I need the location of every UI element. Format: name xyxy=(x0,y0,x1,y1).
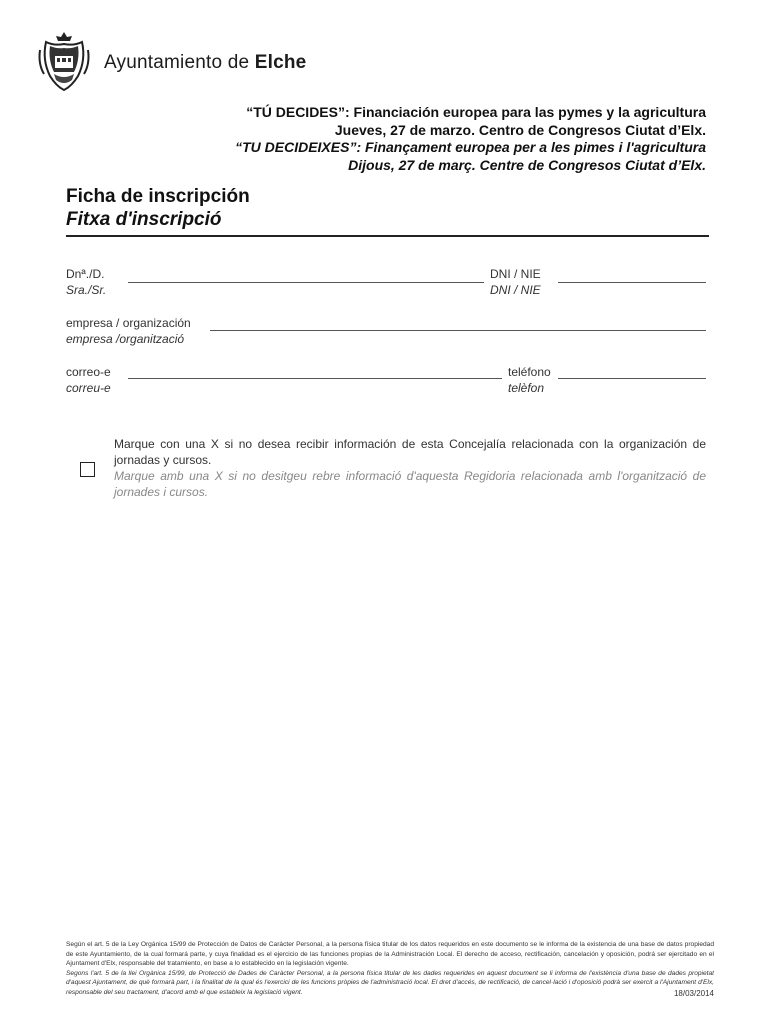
event-header xyxy=(235,104,706,174)
dni-label-es: DNI / NIE xyxy=(490,267,541,281)
email-label-es: correo-e xyxy=(66,365,111,379)
dni-label xyxy=(490,266,541,298)
phone-label-es: teléfono xyxy=(508,365,551,379)
org-name-prefix: Ayuntamiento de xyxy=(104,52,250,73)
organization-name xyxy=(104,52,306,74)
document-date: 18/03/2014 xyxy=(673,989,714,998)
phone-field[interactable] xyxy=(558,378,706,379)
email-label-ca: correu-e xyxy=(66,381,111,395)
event-title-ca: “TU DECIDEIXES”: Finançament europea per a les pimes i l'agricultura xyxy=(235,139,706,155)
email-label xyxy=(66,364,111,396)
company-label xyxy=(66,315,191,347)
event-date-es: Jueves, 27 de marzo. Centro de Congresos Ciutat d’Elx. xyxy=(334,121,706,138)
phone-label-ca: telèfon xyxy=(508,381,545,395)
title-divider xyxy=(66,235,709,237)
coat-of-arms-icon xyxy=(36,30,92,94)
legal-notice xyxy=(66,940,714,998)
name-label xyxy=(66,266,106,298)
dni-field[interactable] xyxy=(558,282,706,283)
name-label-es: Dnª./D. xyxy=(66,267,105,281)
event-date-ca: Dijous, 27 de març. Centre de Congresos Ciutat d’Elx. xyxy=(348,156,706,173)
form-title-es: Ficha de inscripción xyxy=(66,186,250,207)
opt-out-notice xyxy=(114,436,706,500)
company-field[interactable] xyxy=(210,330,706,331)
name-label-ca: Sra./Sr. xyxy=(66,283,107,297)
org-name-city: Elche xyxy=(254,52,307,73)
opt-out-text-ca: Marque amb una X si no desitgeu rebre informació d'aquesta Regidoria relacionada amb l'organització de jornades i cursos. xyxy=(114,469,706,499)
name-field[interactable] xyxy=(128,282,484,283)
legal-notice-es: Según el art. 5 de la Ley Orgánica 15/99 de Protección de Datos de Carácter Personal, a la persona física titular de los datos requeridos en este documento se le informa de la existencia de una base de datos propiedad de este Ayuntamiento, de la cual formará parte, y cuya finalidad es el ejercicio de las funciones propias de la Administración Local. El derecho de acceso, rectificación, cancelación y oposición, podrá ser ejercitado en el Ajuntament d'Elx, responsable del tratamiento, en base a lo establecido en la legislación vigente. xyxy=(66,941,714,968)
opt-out-checkbox[interactable] xyxy=(80,462,95,477)
opt-out-text-es: Marque con una X si no desea recibir información de esta Concejalía relacionada con la organización de jornadas y cursos. xyxy=(114,437,706,467)
form-title-ca: Fitxa d'inscripció xyxy=(66,209,222,230)
form-title xyxy=(66,185,250,231)
legal-notice-ca: Segons l'art. 5 de la llei Orgànica 15/99, de Protecció de Dades de Caràcter Personal, a la persona física titular de les dades requerides en aquest document se li informa de l'existència d'una base de dades propietat d'aquest Ajuntament, de què formarà part, i la finalitat de la qual és l'exercici de les funcions pròpies de l'administració local. El dret d'accés, de rectificació, de cancel·lació i d'oposició podrà ser exercit a l'Ajuntament d'Elx, responsable del seu tractament, d'acord amb el que estableix la legislació vigent. xyxy=(66,969,714,996)
email-field[interactable] xyxy=(128,378,502,379)
phone-label xyxy=(508,364,551,396)
company-label-ca: empresa /organització xyxy=(66,332,185,346)
company-label-es: empresa / organización xyxy=(66,316,191,330)
dni-label-ca: DNI / NIE xyxy=(490,283,541,297)
event-title-es: “TÚ DECIDES”: Financiación europea para las pymes y la agricultura xyxy=(246,104,706,120)
